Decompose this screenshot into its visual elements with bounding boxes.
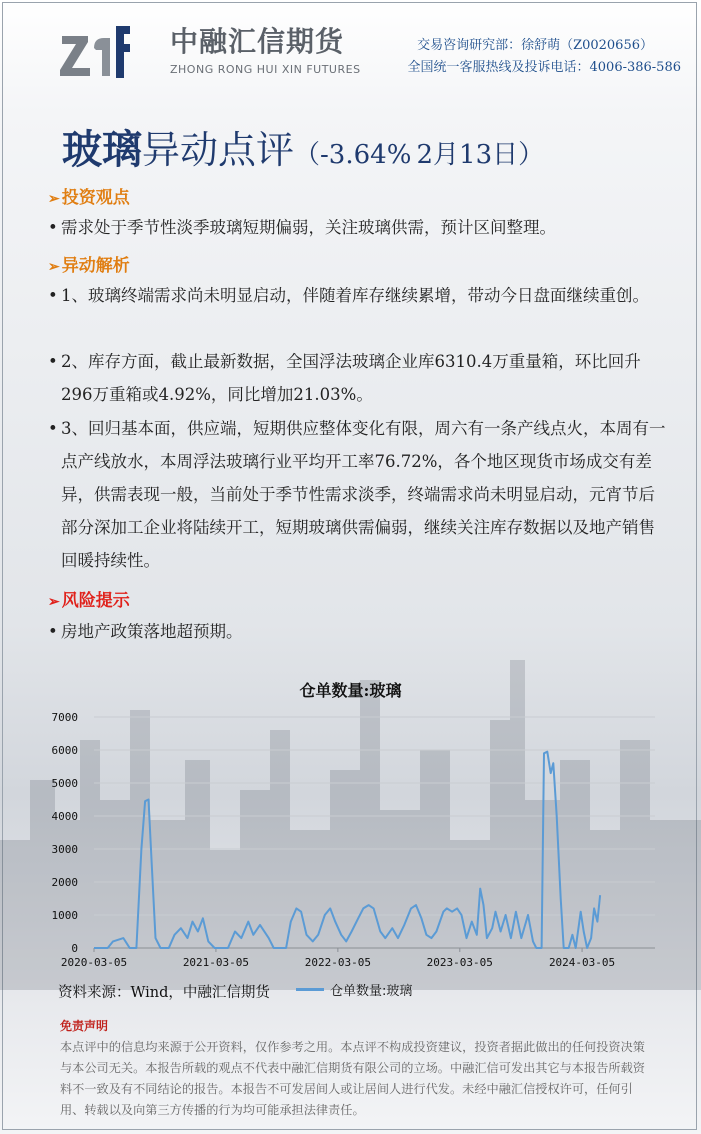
- logo-company-name-cn: 中融汇信期货: [170, 25, 345, 58]
- bullet-dot-icon: •: [48, 419, 58, 438]
- logo-mark-icon: [60, 26, 130, 78]
- disclaimer-text: 本点评中的信息均来源于公开资料，仅作参考之用。本点评不构成投资建议，投资者据此做出的任何投资决策与本公司无关。本报告所载的观点不代表中融汇信期货有限公司的立场。中融汇信可发出其它与本报告所载资料不一致及有不同结论的报告。本报告不可发居间人或让居间人进行代发。未经中融汇信授权许可，任何引用、转载以及向第三方传播的行为均可能承担法律责任。: [60, 1040, 645, 1117]
- hotline-contact: 全国统一客服热线及投诉电话：4006-386-586: [407, 60, 681, 75]
- y-tick-label: 6000: [51, 744, 78, 757]
- y-tick-label: 0: [71, 942, 78, 955]
- title-date: 2月13日）: [416, 140, 545, 170]
- x-tick-label: 2024-03-05: [548, 956, 616, 969]
- chart-title: 仓单数量:玻璃: [299, 681, 402, 700]
- x-tick-label: 2020-03-05: [60, 956, 128, 969]
- analysis-bullet-1-text: 1、玻璃终端需求尚未明显启动，伴随着库存继续累增，带动今日盘面继续重创。: [61, 286, 649, 305]
- section-heading-analysis-label: 异动解析: [61, 256, 130, 276]
- warehouse-receipt-line-chart: [0, 700, 701, 980]
- y-tick-label: 7000: [51, 711, 78, 724]
- disclaimer-title: 免责声明: [60, 1019, 109, 1033]
- y-tick-label: 3000: [51, 843, 78, 856]
- view-bullet-text: 需求处于季节性淡季玻璃短期偏弱，关注玻璃供需，预计区间整理。: [61, 218, 556, 237]
- analysis-bullet-1: [48, 279, 668, 312]
- title-change: （-3.64%: [294, 140, 412, 170]
- analysis-bullet-2-text: 2、库存方面，截止最新数据，全国浮法玻璃企业库6310.4万重量箱，环比回升296万重箱或4.92%，同比增加21.03%。: [61, 352, 641, 404]
- section-heading-risk-label: 风险提示: [61, 591, 130, 611]
- series-line: [94, 752, 600, 948]
- company-logo: [60, 8, 370, 80]
- x-tick-label: 2023-03-05: [426, 956, 493, 969]
- page-title: [62, 118, 544, 175]
- arrow-bullet-icon: ➢: [48, 191, 60, 207]
- x-tick-label: 2021-03-05: [182, 956, 250, 969]
- section-heading-view: [48, 183, 130, 208]
- y-tick-label: 1000: [51, 909, 78, 922]
- bullet-dot-icon: •: [48, 286, 58, 305]
- research-contact: 交易咨询研究部：徐舒萌（Z0020656）: [417, 38, 653, 53]
- section-heading-analysis: [48, 251, 130, 276]
- arrow-bullet-icon: ➢: [48, 259, 60, 275]
- y-tick-label: 4000: [51, 810, 78, 823]
- section-heading-risk: [48, 586, 130, 611]
- y-tick-label: 2000: [51, 876, 78, 889]
- legend-series-name: 仓单数量:玻璃: [330, 984, 413, 999]
- data-source: 资料来源：Wind，中融汇信期货: [58, 985, 270, 1001]
- risk-bullet-text: 房地产政策落地超预期。: [61, 622, 243, 641]
- legend-swatch: [296, 988, 324, 991]
- logo-company-name-en: ZHONG RONG HUI XIN FUTURES: [170, 63, 361, 76]
- arrow-bullet-icon: ➢: [48, 594, 60, 610]
- title-product: 玻璃: [62, 126, 142, 173]
- view-bullet: [48, 211, 668, 244]
- bullet-dot-icon: •: [48, 352, 58, 371]
- analysis-bullet-3-text: 3、回归基本面，供应端，短期供应整体变化有限，周六有一条产线点火，本周有一点产线放水，本周浮法玻璃行业平均开工率76.72%，各个地区现货市场成交有差异，供需表现一般，当前处于季节性需求淡季，终端需求尚未明显启动，元宵节后部分深加工企业将陆续开工，短期玻璃供需偏弱，继续关注库存数据以及地产销售回暖持续性。: [61, 419, 666, 570]
- analysis-bullet-2: [48, 345, 668, 411]
- risk-bullet: [48, 615, 668, 648]
- x-tick-label: 2022-03-05: [304, 956, 371, 969]
- section-heading-view-label: 投资观点: [61, 188, 130, 208]
- bullet-dot-icon: •: [48, 218, 58, 237]
- analysis-bullet-3: [48, 412, 668, 577]
- title-subject: 异动点评: [142, 128, 295, 172]
- bullet-dot-icon: •: [48, 622, 58, 641]
- y-tick-label: 5000: [51, 777, 78, 790]
